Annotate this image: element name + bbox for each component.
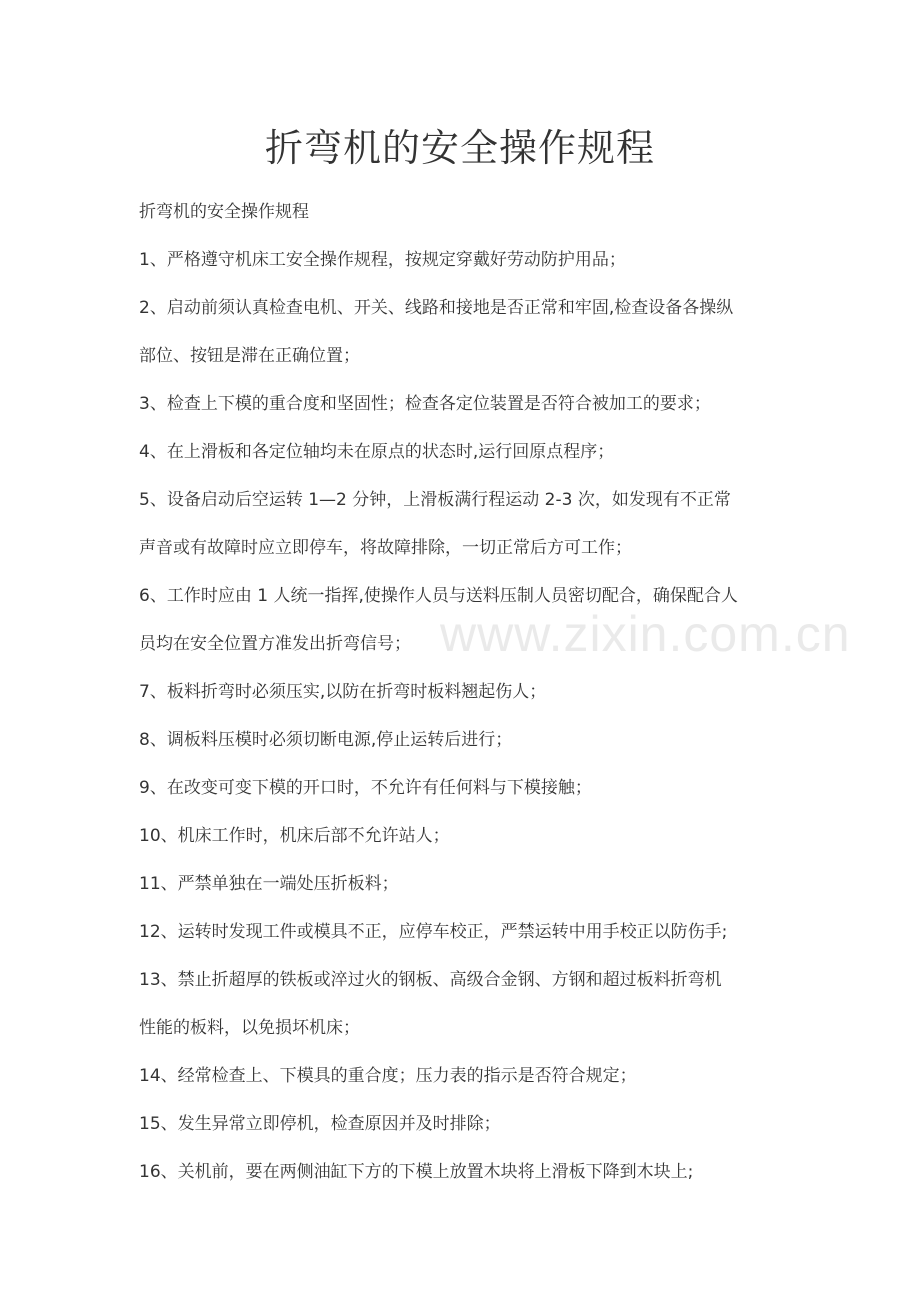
- document-line: 13、禁止折超厚的铁板或淬过火的钢板、高级合金钢、方钢和超过板料折弯机: [139, 970, 722, 990]
- document-line: 7、板料折弯时必须压实,以防在折弯时板料翘起伤人；: [139, 682, 547, 702]
- document-line: 10、机床工作时，机床后部不允许站人；: [139, 826, 450, 846]
- document-line: 6、工作时应由 1 人统一指挥,使操作人员与送料压制人员密切配合，确保配合人: [139, 586, 738, 606]
- document-line: 4、在上滑板和各定位轴均未在原点的状态时,运行回原点程序；: [139, 442, 615, 462]
- document-line: 14、经常检查上、下模具的重合度；压力表的指示是否符合规定；: [139, 1066, 637, 1086]
- document-line: 9、在改变可变下模的开口时，不允许有任何料与下模接触；: [139, 778, 592, 798]
- document-title: 折弯机的安全操作规程: [264, 126, 655, 170]
- document-body: [139, 188, 789, 1196]
- document-line: 性能的板料，以免损坏机床；: [139, 1018, 360, 1038]
- document-line: 2、启动前须认真检查电机、开关、线路和接地是否正常和牢固,检查设备各操纵: [139, 298, 734, 318]
- document-line: 15、发生异常立即停机，检查原因并及时排除；: [139, 1114, 501, 1134]
- document-subtitle: 折弯机的安全操作规程: [139, 202, 309, 222]
- document-line: 5、设备启动后空运转 1—2 分钟，上滑板满行程运动 2-3 次，如发现有不正常: [139, 490, 731, 510]
- document-line: 12、运转时发现工件或模具不正，应停车校正，严禁运转中用手校正以防伤手;: [139, 922, 728, 942]
- document-line: 3、检查上下模的重合度和坚固性；检查各定位装置是否符合被加工的要求；: [139, 394, 711, 414]
- document-line: 16、关机前，要在两侧油缸下方的下模上放置木块将上滑板下降到木块上;: [139, 1162, 694, 1182]
- document-line: 1、严格遵守机床工安全操作规程，按规定穿戴好劳动防护用品；: [139, 250, 626, 270]
- document-line: 11、严禁单独在一端处压折板料；: [139, 874, 399, 894]
- document-line: 8、调板料压模时必须切断电源,停止运转后进行；: [139, 730, 513, 750]
- document-line: 员均在安全位置方准发出折弯信号；: [139, 634, 411, 654]
- document-line: 声音或有故障时应立即停车，将故障排除，一切正常后方可工作；: [139, 538, 632, 558]
- document-line: 部位、按钮是滞在正确位置；: [139, 346, 360, 366]
- watermark: www.zixin.com.cn: [440, 606, 851, 662]
